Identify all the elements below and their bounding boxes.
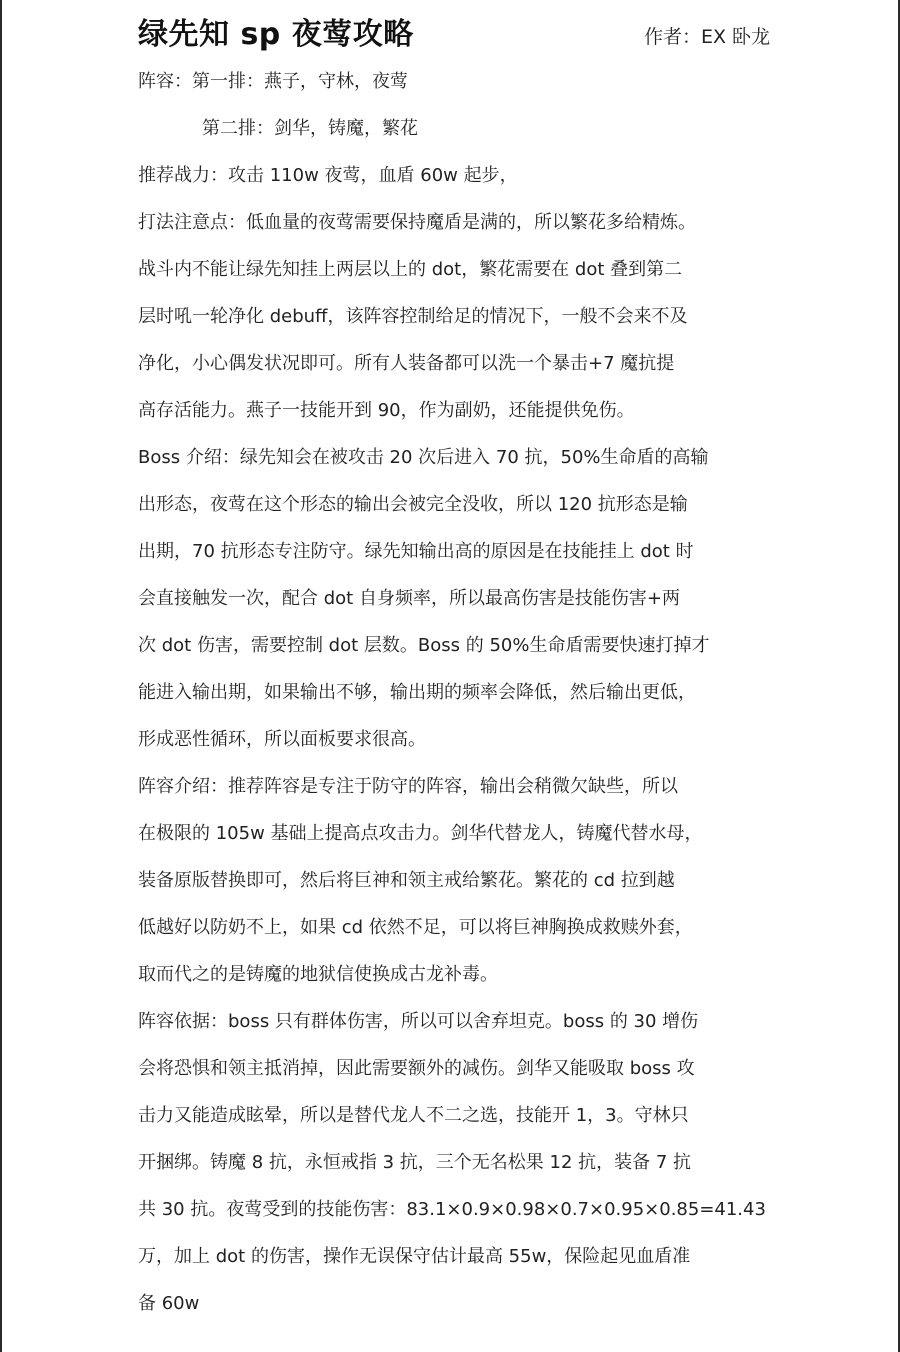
text-line: 在极限的 105w 基础上提高点攻击力。剑华代替龙人，铸魔代替水母， bbox=[138, 823, 703, 844]
text-line: 第二排：剑华，铸魔，繁花 bbox=[202, 118, 418, 139]
text-line: 开捆绑。铸魔 8 抗，永恒戒指 3 抗，三个无名松果 12 抗，装备 7 抗 bbox=[138, 1152, 692, 1173]
text-line: 出期，70 抗形态专注防守。绿先知输出高的原因是在技能挂上 dot 时 bbox=[138, 541, 694, 562]
author-credit: 作者：EX 卧龙 bbox=[643, 26, 770, 48]
text-line: 备 60w bbox=[138, 1293, 200, 1314]
document-body bbox=[138, 58, 770, 1327]
text-line: 出形态，夜莺在这个形态的输出会被完全没收，所以 120 抗形态是输 bbox=[138, 494, 688, 515]
text-line: 阵容：第一排：燕子，守林，夜莺 bbox=[138, 71, 408, 92]
page-left-border bbox=[0, 0, 2, 1352]
text-line: 取而代之的是铸魔的地狱信使换成古龙补毒。 bbox=[138, 964, 498, 985]
text-line: 阵容依据：boss 只有群体伤害，所以可以舍弃坦克。boss 的 30 增伤 bbox=[138, 1011, 699, 1032]
text-line: 会将恐惧和领主抵消掉，因此需要额外的减伤。剑华又能吸取 boss 攻 bbox=[138, 1058, 695, 1079]
text-line: 战斗内不能让绿先知挂上两层以上的 dot，繁花需要在 dot 叠到第二 bbox=[138, 259, 683, 280]
text-line: 层时吼一轮净化 debuff，该阵容控制给足的情况下，一般不会来不及 bbox=[138, 306, 688, 327]
text-line: Boss 介绍：绿先知会在被攻击 20 次后进入 70 抗，50%生命盾的高输 bbox=[138, 447, 709, 468]
text-line: 万，加上 dot 的伤害，操作无误保守估计最高 55w，保险起见血盾准 bbox=[138, 1246, 691, 1267]
text-line: 净化，小心偶发状况即可。所有人装备都可以洗一个暴击+7 魔抗提 bbox=[138, 353, 675, 374]
text-line: 击力又能造成眩晕，所以是替代龙人不二之选，技能开 1，3。守林只 bbox=[138, 1105, 689, 1126]
text-line: 能进入输出期，如果输出不够，输出期的频率会降低，然后输出更低， bbox=[138, 682, 696, 703]
text-line: 推荐战力：攻击 110w 夜莺，血盾 60w 起步， bbox=[138, 165, 518, 186]
document-header bbox=[138, 12, 770, 60]
text-line: 打法注意点：低血量的夜莺需要保持魔盾是满的，所以繁花多给精炼。 bbox=[138, 212, 696, 233]
text-line: 形成恶性循环，所以面板要求很高。 bbox=[138, 729, 426, 750]
text-line: 次 dot 伤害，需要控制 dot 层数。Boss 的 50%生命盾需要快速打掉才 bbox=[138, 635, 710, 656]
text-line: 阵容介绍：推荐阵容是专注于防守的阵容，输出会稍微欠缺些，所以 bbox=[138, 776, 678, 797]
text-line: 会直接触发一次，配合 dot 自身频率，所以最高伤害是技能伤害+两 bbox=[138, 588, 681, 609]
text-line: 装备原版替换即可，然后将巨神和领主戒给繁花。繁花的 cd 拉到越 bbox=[138, 870, 675, 891]
text-line: 低越好以防奶不上，如果 cd 依然不足，可以将巨神胸换成救赎外套， bbox=[138, 917, 693, 938]
document-title: 绿先知 sp 夜莺攻略 bbox=[138, 17, 414, 52]
text-line: 高存活能力。燕子一技能开到 90，作为副奶，还能提供免伤。 bbox=[138, 400, 635, 421]
text-line: 共 30 抗。夜莺受到的技能伤害：83.1×0.9×0.98×0.7×0.95×0.85=41.43 bbox=[138, 1199, 766, 1220]
